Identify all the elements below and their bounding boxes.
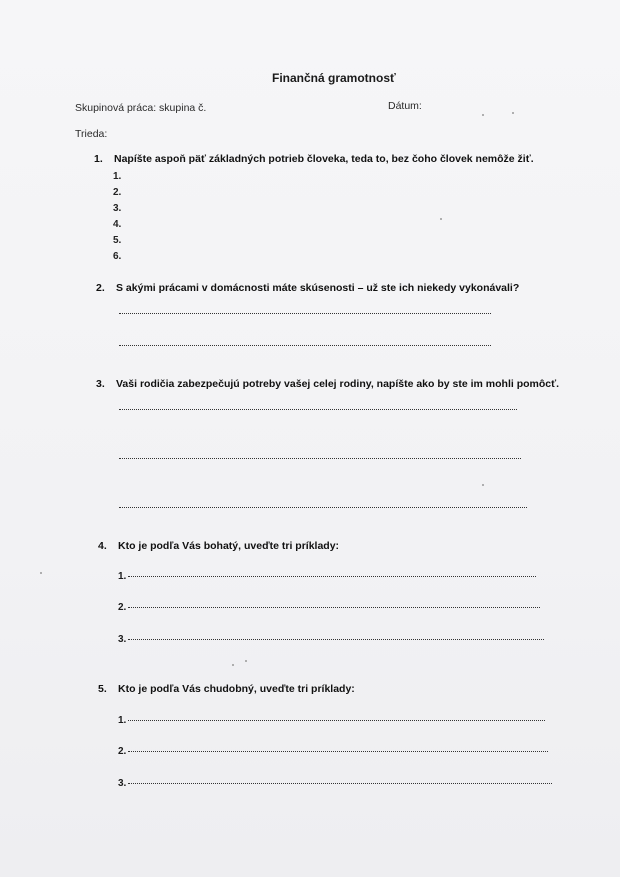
q5-item-2: 2. — [118, 746, 127, 757]
q2-answer-line-1[interactable] — [117, 314, 491, 316]
q2-answer-line-2[interactable] — [117, 346, 491, 348]
scan-speck — [482, 114, 484, 116]
question-4-number: 4. — [98, 540, 107, 552]
q4-answer-line-3[interactable] — [118, 634, 544, 645]
group-label: Skupinová práca: skupina č. — [75, 102, 207, 114]
question-3 — [96, 378, 559, 390]
q5-answer-line-1[interactable] — [118, 715, 545, 726]
question-2-text: S akými prácami v domácnosti máte skúsenosti – už ste ich niekedy vykonávali? — [116, 282, 520, 294]
q4-item-1: 1. — [118, 571, 127, 582]
scan-speck — [440, 218, 442, 220]
q1-item-6: 6. — [113, 251, 122, 262]
q1-item-5: 5. — [113, 235, 122, 246]
q1-item-4: 4. — [113, 219, 122, 230]
q5-item-3: 3. — [118, 778, 127, 789]
q5-item-1: 1. — [118, 715, 127, 726]
q3-answer-line-3[interactable] — [117, 508, 527, 510]
question-3-number: 3. — [96, 378, 105, 390]
date-label: Dátum: — [388, 100, 422, 112]
question-2-number: 2. — [96, 282, 105, 294]
q1-item-1: 1. — [113, 171, 122, 182]
q4-answer-line-2[interactable] — [118, 602, 540, 613]
q5-answer-line-2[interactable] — [118, 746, 548, 757]
question-1-text: Napíšte aspoň päť základných potrieb človeka, teda to, bez čoho človek nemôže žiť. — [114, 153, 534, 165]
page-title: Finančná gramotnosť — [272, 71, 396, 85]
question-2 — [96, 282, 519, 294]
question-5-text: Kto je podľa Vás chudobný, uveďte tri príklady: — [118, 683, 355, 695]
class-label: Trieda: — [75, 128, 108, 140]
q3-answer-line-2[interactable] — [117, 459, 521, 461]
question-1-number: 1. — [94, 153, 103, 165]
question-5 — [98, 683, 355, 695]
scan-speck — [482, 484, 484, 486]
q4-answer-line-1[interactable] — [118, 571, 536, 582]
question-3-text: Vaši rodičia zabezpečujú potreby vašej celej rodiny, napíšte ako by ste im mohli pomôcť. — [116, 378, 560, 390]
q1-item-3: 3. — [113, 203, 122, 214]
q4-item-2: 2. — [118, 602, 127, 613]
scan-speck — [232, 664, 234, 666]
scan-speck — [512, 112, 514, 114]
q1-item-2: 2. — [113, 187, 122, 198]
q3-answer-line-1[interactable] — [117, 410, 517, 412]
question-4-text: Kto je podľa Vás bohatý, uveďte tri príklady: — [118, 540, 340, 552]
question-4 — [98, 540, 339, 552]
q5-answer-line-3[interactable] — [118, 778, 552, 789]
question-5-number: 5. — [98, 683, 107, 695]
q4-item-3: 3. — [118, 634, 127, 645]
question-1 — [94, 153, 534, 165]
scan-speck — [245, 660, 247, 662]
scan-speck — [40, 572, 42, 574]
